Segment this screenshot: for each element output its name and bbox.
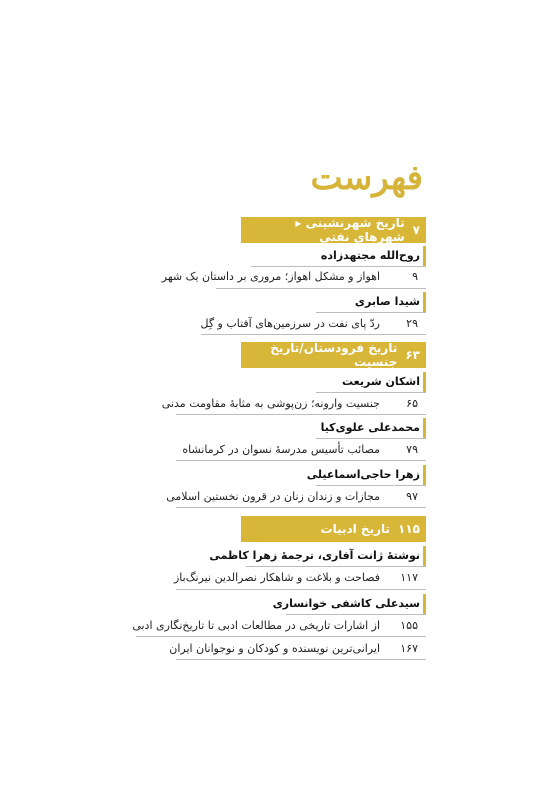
entry-title: از اشارات تاریخی در مطالعات ادبی تا تاریخ‌نگاری ادبی	[132, 618, 380, 632]
author-accent-line	[423, 465, 426, 485]
section-heading-bar[interactable]	[241, 342, 426, 368]
toc-entry[interactable]	[162, 266, 426, 286]
entry-page-number: ۱۵۵	[400, 618, 418, 632]
author-name: روح‌الله مجتهدزاده	[320, 249, 420, 262]
entry-page-number: ۱۱۷	[400, 570, 418, 584]
author-accent-line	[423, 246, 426, 266]
divider-rule	[216, 288, 426, 289]
entry-title: اهواز و مشکل اهواز؛ مروری بر داستان یک شهر	[161, 269, 380, 283]
entry-title: ایرانی‌ترین نویسنده و کودکان و نوجوانان ایران	[169, 641, 380, 655]
author-block	[209, 546, 426, 566]
toc-entry[interactable]	[174, 567, 426, 587]
author-name: شیدا صابری	[354, 295, 420, 308]
toc-entry[interactable]	[166, 486, 426, 506]
author-accent-line	[423, 546, 426, 566]
author-accent-line	[423, 594, 426, 614]
author-name: زهرا حاجی‌اسماعیلی	[306, 468, 420, 481]
divider-rule	[136, 636, 426, 637]
author-block	[306, 465, 426, 485]
section-heading-bar[interactable]	[241, 516, 426, 542]
author-name: محمدعلی علوی‌کیا	[320, 421, 420, 434]
divider-rule	[176, 659, 426, 660]
entry-title: جنسیت وارونه؛ زن‌پوشی به مثابهٔ مقاومت مدنی	[161, 396, 380, 410]
section-page-number: ۶۳	[405, 348, 420, 362]
entry-title: ردّ پای نفت در سرزمین‌های آفتاب و گِل	[200, 316, 380, 330]
author-name: سیدعلی کاشفی خوانساری	[272, 597, 420, 610]
author-block	[316, 372, 426, 392]
entry-title: مصائب تأسیس مدرسهٔ نسوان در کرمانشاه	[182, 442, 380, 456]
section-heading-text: تاریخ ادبیات	[320, 522, 391, 536]
entry-page-number: ۷۹	[406, 442, 418, 456]
toc-entry[interactable]	[132, 615, 426, 635]
entry-page-number: ۶۵	[406, 396, 418, 410]
entry-title: مجازات و زندان زنان در قرون نخستین اسلامی	[166, 489, 380, 503]
divider-rule	[176, 460, 426, 461]
entry-page-number: ۹۷	[406, 489, 418, 503]
divider-rule	[176, 589, 426, 590]
toc-entry[interactable]	[182, 439, 426, 459]
author-name: نوشتهٔ ژانت آفاری، ترجمهٔ زهرا کاظمی	[209, 549, 420, 562]
author-accent-line	[423, 292, 426, 312]
author-name: اشکان شریعت	[342, 375, 420, 388]
entry-title: فصاحت و بلاغت و شاهکار نصرالدین نیرنگ‌باز	[173, 570, 380, 584]
page-title: فهرست	[310, 158, 423, 198]
entry-page-number: ۱۶۷	[400, 641, 418, 655]
section-heading-bar[interactable]	[241, 217, 426, 243]
author-block	[251, 246, 426, 266]
section-page-number: ۷	[412, 223, 420, 237]
toc-entry[interactable]	[169, 638, 426, 658]
author-block	[316, 418, 426, 438]
toc-entry[interactable]	[200, 313, 426, 333]
author-block	[316, 292, 426, 312]
toc-entry[interactable]	[162, 393, 426, 413]
divider-rule	[176, 414, 426, 415]
entry-page-number: ۲۹	[406, 316, 418, 330]
divider-rule	[176, 507, 426, 508]
author-accent-line	[423, 372, 426, 392]
author-accent-line	[423, 418, 426, 438]
section-page-number: ۱۱۵	[398, 522, 420, 536]
author-block	[272, 594, 426, 614]
section-heading-text: تاریخ شهرنشینی ▸ شهرهای نفتی	[295, 216, 405, 244]
entry-page-number: ۹	[412, 269, 418, 283]
divider-rule	[201, 334, 426, 335]
section-heading-text: تاریخ فرودستان/تاریخ جنسیت	[270, 341, 398, 369]
